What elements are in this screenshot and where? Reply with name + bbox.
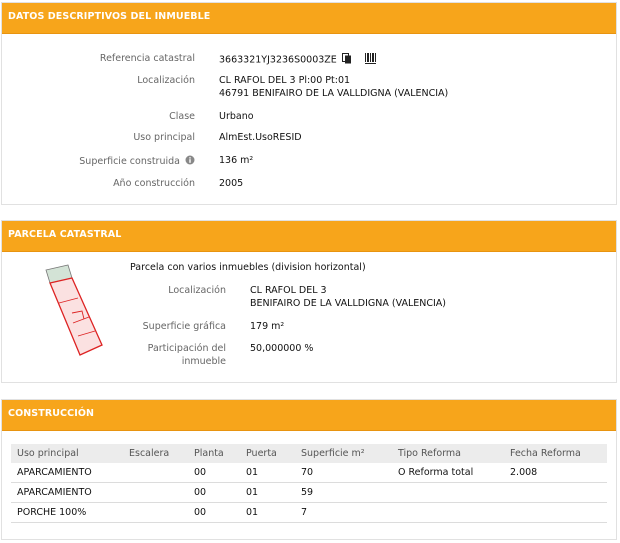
parcela-catastral-panel [1, 220, 617, 383]
cell-fecha-reforma [504, 483, 607, 503]
cell-tipo-reforma [392, 483, 504, 503]
cell-escalera [123, 463, 188, 483]
superficie-grafica-value: 179 m² [250, 321, 285, 332]
cell-escalera [123, 503, 188, 523]
parcela-localizacion-line2: BENIFAIRO DE LA VALLDIGNA (VALENCIA) [250, 298, 447, 309]
datos-descriptivos-panel [1, 2, 617, 205]
cell-escalera [123, 483, 188, 503]
uso-value: AlmEst.UsoRESID [219, 132, 302, 143]
construccion-header: CONSTRUCCIÓN [2, 400, 616, 431]
column-header-uso: Uso principal [11, 444, 123, 463]
barcode-icon[interactable] [365, 53, 376, 67]
cell-uso: PORCHE 100% [11, 503, 123, 523]
table-row [11, 503, 607, 523]
column-header-tipo-reforma: Tipo Reforma [392, 444, 504, 463]
cell-tipo-reforma: O Reforma total [392, 463, 504, 483]
table-row [11, 463, 607, 483]
column-header-planta: Planta [188, 444, 240, 463]
localizacion-line1: CL RAFOL DEL 3 Pl:00 Pt:01 [219, 75, 351, 86]
superficie-label [79, 155, 195, 168]
cell-fecha-reforma: 2.008 [504, 463, 607, 483]
cell-puerta: 01 [240, 483, 295, 503]
parcela-catastral-header: PARCELA CATASTRAL [2, 221, 616, 252]
cell-fecha-reforma [504, 503, 607, 523]
table-row [11, 483, 607, 503]
anio-label: Año construcción [113, 178, 195, 189]
localizacion-line2: 46791 BENIFAIRO DE LA VALLDIGNA (VALENCIA) [219, 88, 449, 99]
uso-label: Uso principal [133, 132, 195, 143]
cell-uso: APARCAMIENTO [11, 483, 123, 503]
cell-superficie: 70 [295, 463, 392, 483]
cell-planta: 00 [188, 503, 240, 523]
info-icon[interactable] [185, 155, 195, 168]
referencia-label: Referencia catastral [99, 53, 195, 64]
parcela-subtitle: Parcela con varios inmuebles (division horizontal) [130, 262, 366, 273]
participacion-value: 50,000000 % [250, 343, 314, 354]
column-header-escalera: Escalera [123, 444, 188, 463]
participacion-label-1: Participación del [147, 343, 226, 354]
superficie-label-text: Superficie construida [79, 156, 180, 167]
copy-icon[interactable] [342, 53, 352, 67]
parcel-map[interactable] [38, 261, 112, 361]
datos-descriptivos-header: DATOS DESCRIPTIVOS DEL INMUEBLE [2, 3, 616, 34]
cell-planta: 00 [188, 483, 240, 503]
parcela-localizacion-line1: CL RAFOL DEL 3 [250, 285, 327, 296]
localizacion-label: Localización [137, 75, 195, 86]
column-header-fecha-reforma: Fecha Reforma [504, 444, 607, 463]
clase-label: Clase [169, 111, 195, 122]
parcela-localizacion-label: Localización [168, 285, 226, 296]
construccion-table [11, 444, 607, 523]
column-header-puerta: Puerta [240, 444, 295, 463]
cell-puerta: 01 [240, 503, 295, 523]
cell-puerta: 01 [240, 463, 295, 483]
anio-value: 2005 [219, 178, 244, 189]
cell-uso: APARCAMIENTO [11, 463, 123, 483]
cell-planta: 00 [188, 463, 240, 483]
cell-superficie: 7 [295, 503, 392, 523]
construccion-panel [1, 399, 617, 540]
clase-value: Urbano [219, 111, 254, 122]
referencia-value [219, 53, 376, 67]
participacion-label-2: inmueble [181, 356, 226, 367]
superficie-value: 136 m² [219, 155, 254, 166]
column-header-superficie: Superficie m² [295, 444, 392, 463]
cell-tipo-reforma [392, 503, 504, 523]
cell-superficie: 59 [295, 483, 392, 503]
referencia-text: 3663321YJ3236S0003ZE [219, 54, 337, 66]
superficie-grafica-label: Superficie gráfica [142, 321, 226, 332]
table-header-row [11, 444, 607, 463]
